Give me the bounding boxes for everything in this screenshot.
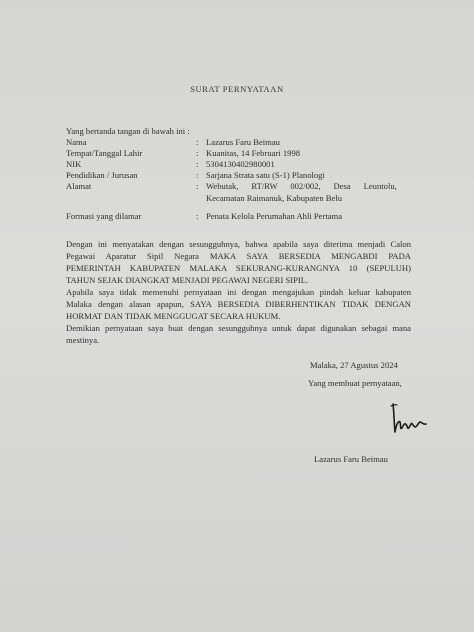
paragraph-line: Pegawai Aparatur Sipil Negara MAKA SAYA BERSEDIA MENGABDI PADA	[66, 251, 411, 261]
statement-paragraph-2	[66, 286, 411, 322]
paragraph-line: PEMERINTAH KABUPATEN MALAKA SEKURANG-KURANGNYA 10 (SEPULUH)	[66, 263, 411, 273]
field-colon: :	[196, 137, 199, 147]
field-colon: :	[196, 181, 199, 191]
maker-label: Yang membuat pernyataan,	[308, 378, 402, 388]
place-date: Malaka, 27 Agustus 2024	[310, 360, 398, 370]
paragraph-line: Malaka dengan alasan apapun, SAYA BERSEDIA DIBERHENTIKAN TIDAK DENGAN	[66, 299, 411, 309]
paragraph-line: Demikian pernyataan saya buat dengan sesungguhnya untuk dapat digunakan sebagai mana	[66, 323, 411, 333]
paragraph-line: TAHUN SEJAK DIANGKAT MENJADI PEGAWAI NEGERI SIPIL.	[66, 275, 309, 285]
field-value-address-line2: Kecamatan Raimanuk, Kabupaten Belu	[206, 193, 343, 203]
field-colon: :	[196, 159, 199, 169]
field-colon: :	[196, 170, 199, 180]
field-label-nik: NIK	[66, 159, 82, 169]
paragraph-line: Dengan ini menyatakan dengan sesungguhnya, bahwa apabila saya diterima menjadi Calon	[66, 239, 411, 249]
signer-name: Lazarus Faru Beimau	[314, 454, 388, 464]
statement-paragraph-3	[66, 322, 411, 346]
field-label-position: Formasi yang dilamar	[66, 211, 142, 221]
field-label-address: Alamat	[66, 181, 92, 191]
field-label-education: Pendidikan / Jurusan	[66, 170, 138, 180]
field-colon: :	[196, 211, 199, 221]
field-value-nik: 5304130402980001	[206, 159, 275, 169]
statement-paragraph-1	[66, 238, 411, 286]
field-label-birth: Tempat/Tanggal Lahir	[66, 148, 143, 158]
paragraph-line: HORMAT DAN TIDAK MENGGUGAT SECARA HUKUM.	[66, 311, 281, 321]
letter-title: SURAT PERNYATAAN	[190, 84, 284, 94]
intro-text: Yang bertanda tangan di bawah ini :	[66, 126, 190, 136]
field-value-education: Sarjana Strata satu (S-1) Planologi	[206, 170, 325, 180]
field-value-position: Penata Kelola Perumahan Ahli Pertama	[206, 211, 343, 221]
paragraph-line: Apabila saya tidak memenuhi pernyataan ini dengan mengajukan pindah keluar kabupaten	[66, 287, 411, 297]
field-colon: :	[196, 148, 199, 158]
paragraph-line: mestinya.	[66, 335, 100, 345]
field-value-birth: Kuanitas, 14 Februari 1998	[206, 148, 301, 158]
field-value-name: Lazarus Faru Beimau	[206, 137, 280, 147]
field-value-address: Webutak, RT/RW 002/002, Desa Leuntolu,	[206, 181, 397, 191]
handwritten-signature-icon	[385, 400, 435, 440]
field-label-name: Nama	[66, 137, 87, 147]
